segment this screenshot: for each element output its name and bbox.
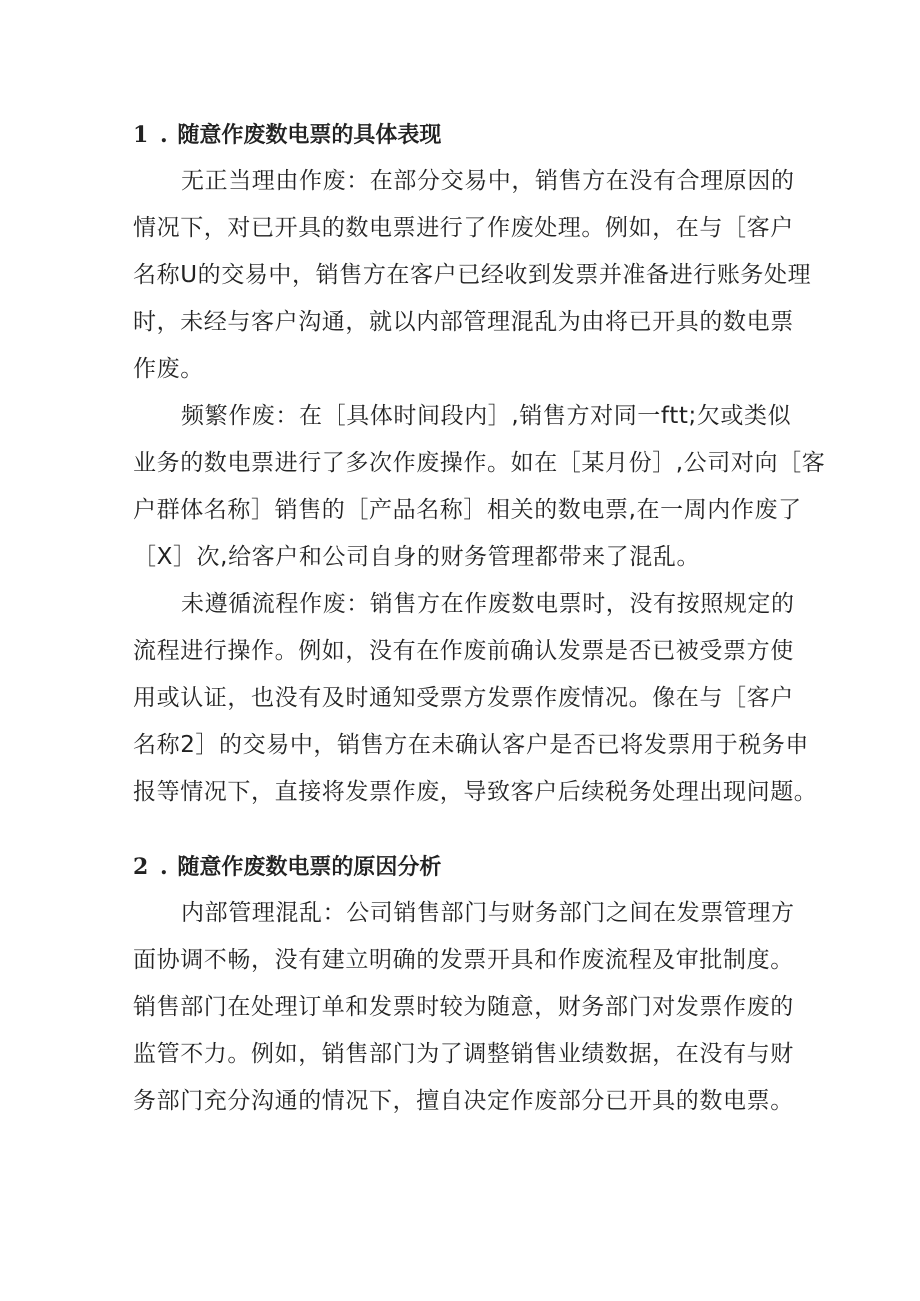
paragraph-line: 务部门充分沟通的情况下，擅自决定作废部分已开具的数电票。 — [133, 1088, 794, 1114]
section-2-number: 2 . — [133, 854, 170, 880]
section-divider-space — [133, 816, 793, 844]
paragraph-line: 用或认证，也没有及时通知受票方发票作废情况。像在与［客户 — [133, 685, 794, 711]
paragraph-line: 无正当理由作废：在部分交易中，销售方在没有合理原因的 — [181, 168, 795, 194]
paragraph-no-reason — [133, 158, 812, 393]
paragraph-line: 面协调不畅，没有建立明确的发票开具和作废流程及审批制度。 — [133, 947, 794, 973]
paragraph-line: 名称U的交易中，销售方在客户已经收到发票并准备进行账务处理 — [133, 262, 812, 288]
section-1-number: 1 . — [133, 122, 170, 148]
paragraph-line: 未遵循流程作废：销售方在作废数电票时，没有按照规定的 — [181, 591, 795, 617]
paragraph-line: 户群体名称］销售的［产品名称］相关的数电票,在一周内作废了 — [133, 497, 802, 523]
section-2-heading — [133, 844, 793, 890]
paragraph-line: 情况下，对已开具的数电票进行了作废处理。例如，在与［客户 — [133, 215, 794, 241]
paragraph-internal-management — [133, 890, 793, 1125]
paragraph-line: 监管不力。例如，销售部门为了调整销售业绩数据，在没有与财 — [133, 1041, 794, 1067]
document-page — [133, 112, 826, 1125]
paragraph-line: 名称2］的交易中，销售方在未确认客户是否已将发票用于税务申 — [133, 732, 810, 758]
paragraph-line: ［X］次,给客户和公司自身的财务管理都带来了混乱。 — [133, 544, 701, 570]
paragraph-line: 流程进行操作。例如，没有在作废前确认发票是否已被受票方使 — [133, 638, 794, 664]
section-2-title: 随意作废数电票的原因分析 — [177, 855, 442, 880]
paragraph-line: 业务的数电票进行了多次作废操作。如在［某月份］,公司对向［客 — [133, 450, 826, 476]
section-1-heading — [133, 112, 793, 158]
paragraph-frequent — [133, 393, 826, 581]
paragraph-no-process — [133, 581, 818, 816]
paragraph-line: 作废。 — [133, 356, 204, 382]
paragraph-line: 时，未经与客户沟通，就以内部管理混乱为由将已开具的数电票 — [133, 309, 794, 335]
paragraph-line: 频繁作废：在［具体时间段内］,销售方对同一ftt;欠或类似 — [181, 403, 792, 429]
section-1-title: 随意作废数电票的具体表现 — [177, 123, 442, 148]
paragraph-line: 销售部门在处理订单和发票时较为随意，财务部门对发票作废的 — [133, 994, 794, 1020]
paragraph-line: 报等情况下，直接将发票作废，导致客户后续税务处理出现问题。 — [133, 779, 818, 805]
paragraph-line: 内部管理混乱：公司销售部门与财务部门之间在发票管理方 — [181, 900, 795, 926]
